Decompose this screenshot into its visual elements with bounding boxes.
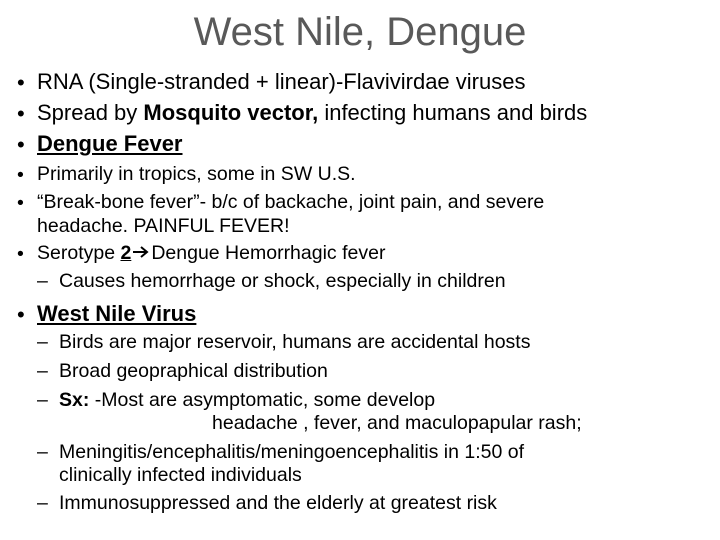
sx-label: Sx: [59, 389, 90, 411]
hemorrhage-subbullet: Causes hemorrhage or shock, especially in children [59, 270, 506, 292]
bullet: • [17, 70, 25, 95]
serotype-bullet [37, 243, 385, 264]
bullet: • [17, 243, 24, 265]
spread-suffix: infecting humans and birds [318, 100, 588, 125]
serotype-suffix: Dengue Hemorrhagic fever [151, 242, 386, 264]
sx-text-2: headache , fever, and maculopapular rash; [212, 412, 582, 434]
dash: – [37, 331, 48, 353]
arrow-right-icon [132, 245, 150, 259]
bullet: • [17, 132, 25, 157]
serotype-number: 2 [120, 242, 132, 264]
spread-bullet [37, 101, 587, 125]
breakbone-line-1: “Break-bone fever”- b/c of backache, joint pain, and severe [37, 191, 545, 213]
birds-subbullet: Birds are major reservoir, humans are accidental hosts [59, 331, 531, 353]
west-nile-heading-text: West Nile Virus [37, 301, 197, 326]
dash: – [37, 441, 48, 463]
bullet: • [17, 101, 25, 126]
sx-subbullet [59, 390, 435, 411]
sx-text-1: -Most are asymptomatic, some develop [89, 389, 436, 411]
tropics-bullet: Primarily in tropics, some in SW U.S. [37, 163, 356, 185]
dash: – [37, 360, 48, 382]
breakbone-line-2: headache. PAINFUL FEVER! [37, 215, 290, 237]
dengue-heading-text: Dengue Fever [37, 131, 183, 156]
west-nile-heading [37, 302, 196, 326]
mosquito-vector-text: Mosquito vector, [143, 100, 319, 125]
bullet: • [17, 164, 24, 186]
bullet: • [17, 192, 24, 214]
spread-prefix: Spread by [37, 100, 144, 125]
meningitis-line-1: Meningitis/encephalitis/meningoencephalitis in 1:50 of [59, 441, 525, 463]
dengue-heading [37, 132, 183, 156]
dash: – [37, 389, 48, 411]
slide-title: West Nile, Dengue [193, 10, 527, 54]
immuno-subbullet: Immunosuppressed and the elderly at greatest risk [59, 492, 497, 514]
dash: – [37, 270, 48, 292]
serotype-prefix: Serotype [37, 242, 121, 264]
bullet: • [17, 302, 25, 327]
meningitis-line-2: clinically infected individuals [59, 464, 302, 486]
broad-subbullet: Broad geopraphical distribution [59, 360, 328, 382]
rna-bullet: RNA (Single-stranded + linear)-Flavivirdae viruses [37, 69, 526, 94]
dash: – [37, 492, 48, 514]
